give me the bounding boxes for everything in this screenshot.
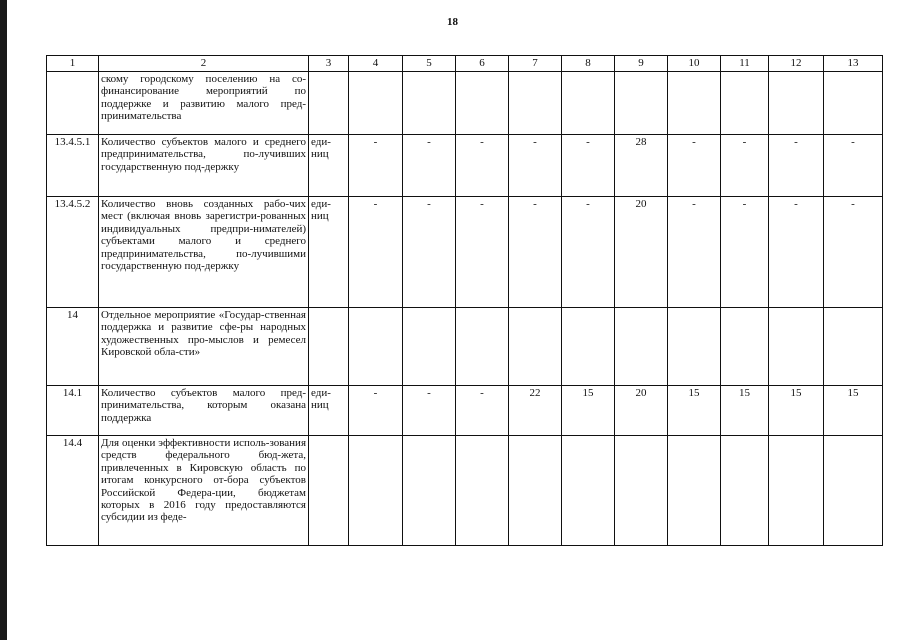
column-header: 4: [349, 56, 403, 72]
row-description: Количество субъектов малого и среднего предпринимательства, по-лучивших государственную под-держку: [99, 135, 309, 197]
row-value-col-10: [668, 436, 721, 546]
row-value-col-8: [562, 436, 615, 546]
row-unit: еди-ниц: [309, 135, 349, 197]
row-value-col-5: -: [403, 197, 456, 308]
row-value-col-12: [769, 72, 824, 135]
row-unit: еди-ниц: [309, 386, 349, 436]
row-value-col-13: -: [824, 197, 883, 308]
row-description: Количество вновь созданных рабо-чих мест (включая вновь зарегистри-рованных индивидуальных предпри-нимателей) субъектами малого и среднего предпринимательства, по-лучившими государственную под-держку: [99, 197, 309, 308]
row-value-col-13: 15: [824, 386, 883, 436]
column-header: 9: [615, 56, 668, 72]
column-header: 7: [509, 56, 562, 72]
row-value-col-13: -: [824, 135, 883, 197]
row-value-col-8: [562, 308, 615, 386]
row-value-col-5: -: [403, 386, 456, 436]
row-description: скому городскому поселению на со-финансирование мероприятий по поддержке и развитию малого пред-принимательства: [99, 72, 309, 135]
row-value-col-7: 22: [509, 386, 562, 436]
row-value-col-9: 20: [615, 197, 668, 308]
row-value-col-10: [668, 308, 721, 386]
row-value-col-4: [349, 436, 403, 546]
row-value-col-6: -: [456, 386, 509, 436]
header-row: [47, 56, 883, 72]
column-header: 1: [47, 56, 99, 72]
row-number: 14.1: [47, 386, 99, 436]
row-value-col-10: [668, 72, 721, 135]
row-description: Количество субъектов малого пред-принимательства, которым оказана поддержка: [99, 386, 309, 436]
row-value-col-9: 28: [615, 135, 668, 197]
row-value-col-4: -: [349, 197, 403, 308]
column-header: 12: [769, 56, 824, 72]
row-number: 14.4: [47, 436, 99, 546]
row-value-col-11: [721, 72, 769, 135]
scan-edge-strip: [0, 0, 7, 640]
table-row: [47, 436, 883, 546]
table-row: [47, 135, 883, 197]
row-value-col-13: [824, 436, 883, 546]
row-value-col-10: -: [668, 135, 721, 197]
row-value-col-5: -: [403, 135, 456, 197]
column-header: 3: [309, 56, 349, 72]
row-value-col-4: [349, 72, 403, 135]
row-value-col-11: -: [721, 197, 769, 308]
row-value-col-9: 20: [615, 386, 668, 436]
row-value-col-7: [509, 72, 562, 135]
column-header: 13: [824, 56, 883, 72]
column-header: 10: [668, 56, 721, 72]
row-value-col-11: -: [721, 135, 769, 197]
document-table: [46, 55, 883, 546]
row-value-col-10: -: [668, 197, 721, 308]
row-value-col-8: -: [562, 197, 615, 308]
row-value-col-6: [456, 436, 509, 546]
column-header: 8: [562, 56, 615, 72]
table-row: [47, 197, 883, 308]
table-row: [47, 72, 883, 135]
row-value-col-9: [615, 308, 668, 386]
row-number: 14: [47, 308, 99, 386]
row-value-col-10: 15: [668, 386, 721, 436]
row-value-col-4: -: [349, 135, 403, 197]
row-value-col-7: [509, 436, 562, 546]
row-value-col-11: [721, 308, 769, 386]
row-value-col-8: -: [562, 135, 615, 197]
row-number: 13.4.5.2: [47, 197, 99, 308]
column-header: 2: [99, 56, 309, 72]
table-row: [47, 386, 883, 436]
row-unit: еди-ниц: [309, 197, 349, 308]
column-header: 11: [721, 56, 769, 72]
row-value-col-6: [456, 308, 509, 386]
row-value-col-12: -: [769, 197, 824, 308]
row-number: 13.4.5.1: [47, 135, 99, 197]
row-value-col-6: -: [456, 197, 509, 308]
row-number: [47, 72, 99, 135]
row-value-col-4: [349, 308, 403, 386]
row-value-col-8: 15: [562, 386, 615, 436]
column-header: 6: [456, 56, 509, 72]
row-unit: [309, 308, 349, 386]
row-value-col-13: [824, 308, 883, 386]
row-unit: [309, 72, 349, 135]
row-value-col-8: [562, 72, 615, 135]
row-value-col-5: [403, 308, 456, 386]
row-description: Отдельное мероприятие «Государ-ственная поддержка и развитие сфе-ры народных художественных про-мыслов и ремесел Кировской обла-сти»: [99, 308, 309, 386]
row-value-col-11: [721, 436, 769, 546]
row-value-col-7: -: [509, 135, 562, 197]
row-value-col-9: [615, 72, 668, 135]
row-unit: [309, 436, 349, 546]
row-description: Для оценки эффективности исполь-зования средств федерального бюд-жета, привлеченных в Кировскую область по итогам конкурсного от-бора субъектов Российской Федера-ции, бюджетам которых в 2016 году предоставляются субсидии из феде-: [99, 436, 309, 546]
row-value-col-6: [456, 72, 509, 135]
column-header: 5: [403, 56, 456, 72]
row-value-col-12: [769, 308, 824, 386]
row-value-col-6: -: [456, 135, 509, 197]
row-value-col-13: [824, 72, 883, 135]
row-value-col-7: -: [509, 197, 562, 308]
row-value-col-9: [615, 436, 668, 546]
row-value-col-12: 15: [769, 386, 824, 436]
row-value-col-11: 15: [721, 386, 769, 436]
row-value-col-7: [509, 308, 562, 386]
row-value-col-4: -: [349, 386, 403, 436]
row-value-col-5: [403, 72, 456, 135]
page-number: 18: [447, 16, 458, 28]
row-value-col-12: -: [769, 135, 824, 197]
row-value-col-12: [769, 436, 824, 546]
row-value-col-5: [403, 436, 456, 546]
table-row: [47, 308, 883, 386]
